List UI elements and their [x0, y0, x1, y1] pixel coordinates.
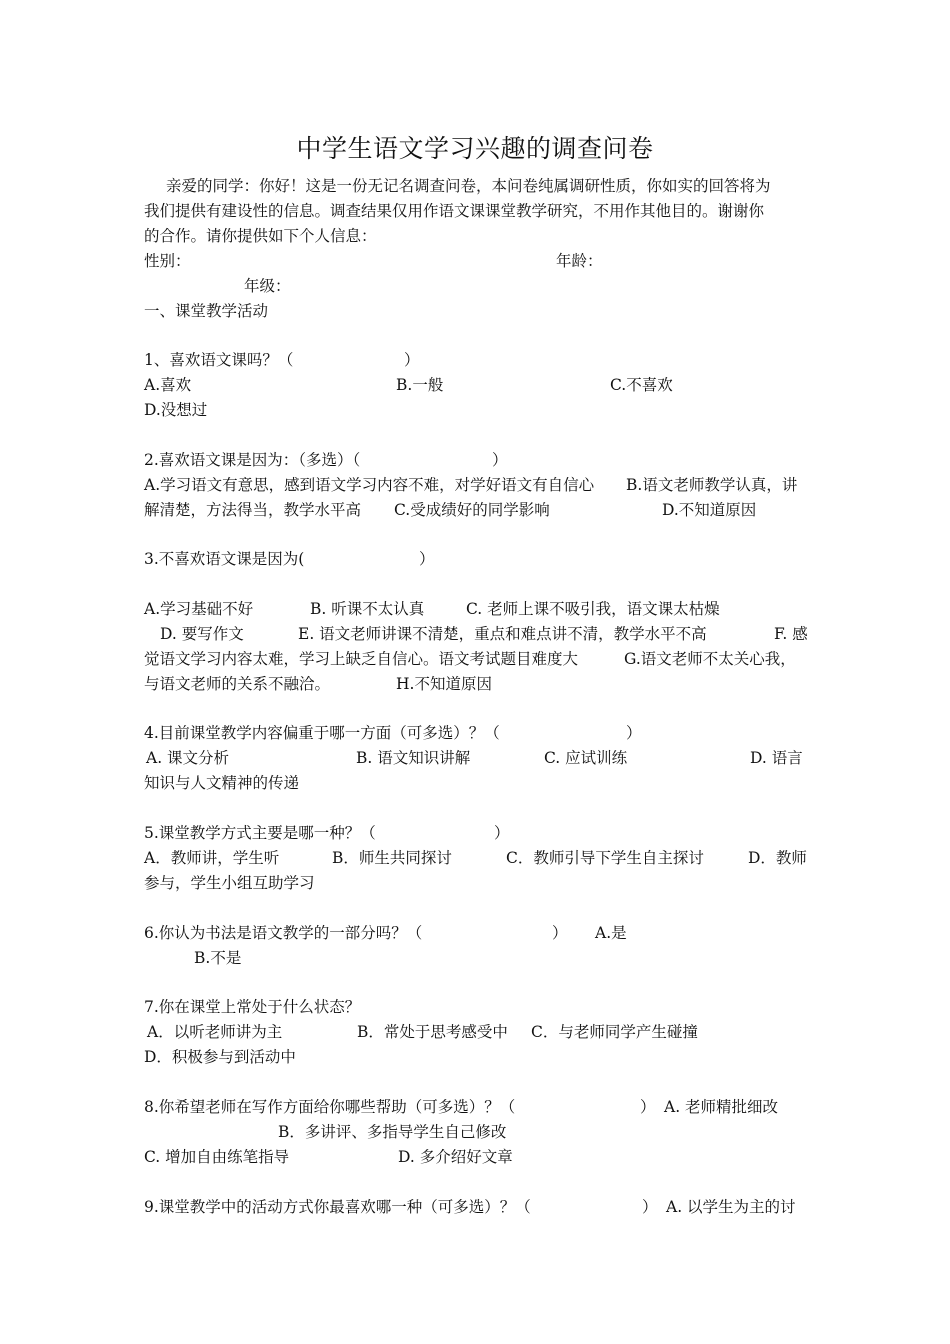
q5-stem: 5.课堂教学方式主要是哪一种？（ [144, 824, 376, 842]
q1-stem: 1、喜欢语文课吗？（ [144, 351, 294, 369]
q3-line1-b: B. 听课不太认真 [310, 600, 425, 618]
q1-close: ） [404, 351, 420, 369]
q2-close: ） [492, 451, 508, 469]
age-label: 年龄： [556, 252, 603, 270]
intro-line-3: 的合作。请你提供如下个人信息： [144, 227, 377, 245]
q4-option-b: B. 语文知识讲解 [356, 749, 471, 767]
q1-option-a: A.喜欢 [144, 376, 192, 394]
q4-stem: 4.目前课堂教学内容偏重于哪一方面（可多选）？（ [144, 724, 500, 742]
q3-line1-a: A.学习基础不好 [144, 600, 254, 618]
q9-stem: 9.课堂教学中的活动方式你最喜欢哪一种（可多选）？（ [144, 1198, 531, 1216]
q3-line2-b: E. 语文老师讲课不清楚，重点和难点讲不清，教学水平不高 [298, 625, 707, 643]
q8-stem: 8.你希望老师在写作方面给你哪些帮助（可多选）？（ [144, 1098, 516, 1116]
q8-close: ） [640, 1098, 656, 1116]
q2-line2-a: 解清楚，方法得当，教学水平高 [144, 501, 362, 519]
q4-close: ） [626, 724, 642, 742]
q3-line2-a: D. 要写作文 [160, 625, 244, 643]
q8-option-c: C. 增加自由练笔指导 [144, 1148, 290, 1166]
q7-stem: 7.你在课堂上常处于什么状态？ [144, 998, 361, 1016]
intro-line-2: 我们提供有建设性的信息。调查结果仅用作语文课课堂教学研究，不用作其他目的。谢谢你 [144, 202, 765, 220]
q6-option-b: B.不是 [194, 949, 242, 967]
intro-line-1: 亲爱的同学：你好！这是一份无记名调查问卷，本问卷纯属调研性质，你如实的回答将为 [166, 177, 771, 195]
gender-label: 性别： [144, 252, 191, 270]
q3-close: ） [419, 550, 435, 568]
q3-line3-a: 觉语文学习内容太难，学习上缺乏自信心。语文考试题目难度大 [144, 650, 579, 668]
page-title: 中学生语文学习兴趣的调查问卷 [296, 134, 654, 163]
q7-option-b: B．常处于思考感受中 [357, 1023, 508, 1041]
q4-option-c: C. 应试训练 [544, 749, 628, 767]
q1-option-d: D.没想过 [144, 401, 208, 419]
q2-stem: 2.喜欢语文课是因为：（多选）（ [144, 451, 361, 469]
q2-line1-b: B.语文老师教学认真，讲 [626, 476, 798, 494]
q9-close: ） [642, 1198, 658, 1216]
q4-option-d-cont: 知识与人文精神的传递 [144, 774, 300, 792]
q8-option-a: A. 老师精批细改 [664, 1098, 779, 1116]
section-heading: 一、课堂教学活动 [144, 302, 269, 320]
q4-option-d: D. 语言 [750, 749, 803, 767]
q1-option-b: B.一般 [396, 376, 444, 394]
q6-close: ） [552, 924, 568, 942]
q2-line1-a: A.学习语文有意思，感到语文学习内容不难，对学好语文有自信心 [144, 476, 595, 494]
q3-line2-c: F. 感 [774, 625, 808, 643]
q2-line2-c: D.不知道原因 [662, 501, 757, 519]
q6-option-a: A.是 [595, 924, 627, 942]
q7-option-d: D．积极参与到活动中 [144, 1048, 296, 1066]
q3-line4-a: 与语文老师的关系不融洽。 [144, 675, 331, 693]
q3-line1-c: C. 老师上课不吸引我，语文课太枯燥 [466, 600, 720, 618]
q8-option-d: D. 多介绍好文章 [398, 1148, 513, 1166]
q5-option-d: D．教师 [748, 849, 807, 867]
q2-line2-b: C.受成绩好的同学影响 [394, 501, 550, 519]
q5-option-b: B．师生共同探讨 [332, 849, 452, 867]
q7-option-a: A．以听老师讲为主 [147, 1023, 283, 1041]
q3-line4-b: H.不知道原因 [396, 675, 492, 693]
grade-label: 年级： [244, 277, 291, 295]
q7-option-c: C．与老师同学产生碰撞 [531, 1023, 698, 1041]
q5-option-a: A．教师讲，学生听 [144, 849, 280, 867]
q1-option-c: C.不喜欢 [610, 376, 673, 394]
q3-line3-b: G.语文老师不太关心我， [624, 650, 796, 668]
q6-stem: 6.你认为书法是语文教学的一部分吗？（ [144, 924, 423, 942]
q5-option-d-cont: 参与，学生小组互助学习 [144, 874, 315, 892]
q4-option-a: A. 课文分析 [146, 749, 230, 767]
q9-option-a: A. 以学生为主的讨 [666, 1198, 796, 1216]
q5-close: ） [494, 824, 510, 842]
q8-option-b: B．多讲评、多指导学生自己修改 [278, 1123, 507, 1141]
q3-stem: 3.不喜欢语文课是因为( [144, 550, 305, 568]
q5-option-c: C．教师引导下学生自主探讨 [506, 849, 704, 867]
